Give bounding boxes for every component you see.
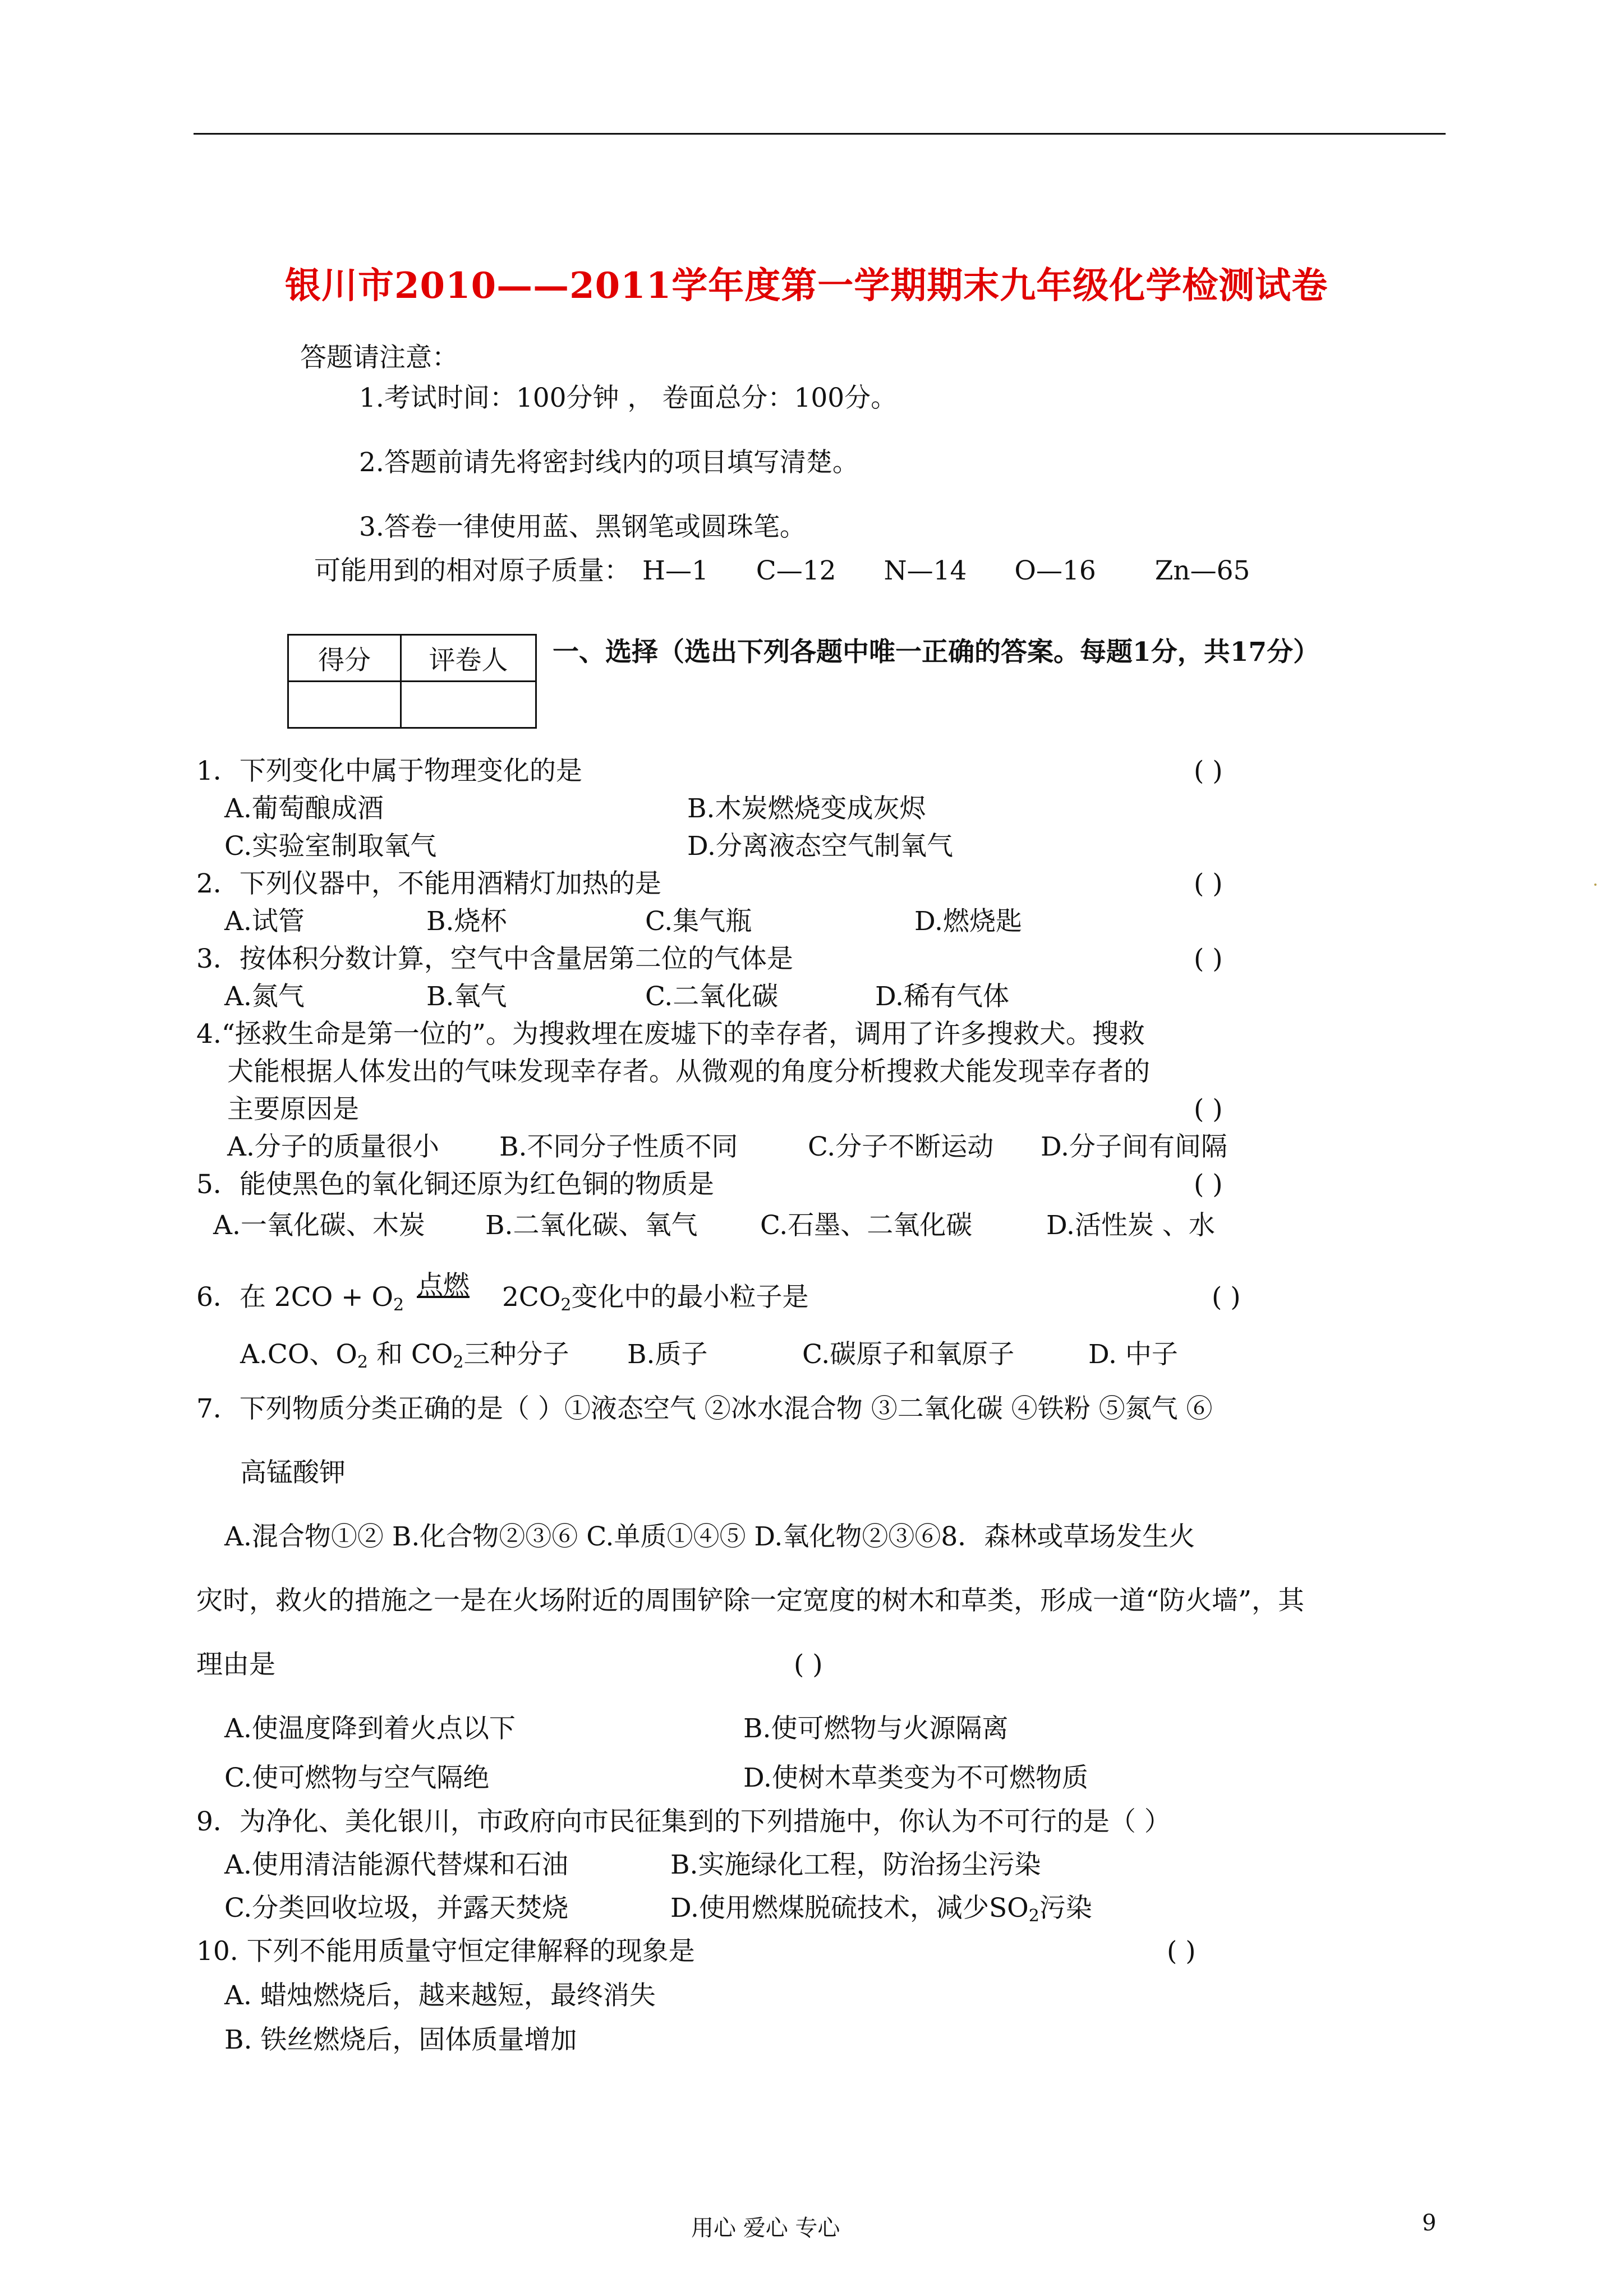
q6-stem bbox=[196, 1281, 404, 1314]
q6-option-a-text-1: A.CO、O bbox=[240, 1339, 357, 1370]
q9-option-a[interactable]: A.使用清洁能源代替煤和石油 bbox=[224, 1849, 568, 1880]
q8-option-c[interactable]: C.使可燃物与空气隔绝 bbox=[224, 1763, 490, 1793]
atomic-mass-line bbox=[314, 554, 1250, 588]
q5-option-d[interactable]: D.活性炭 、水 bbox=[1046, 1210, 1215, 1241]
q6-product bbox=[502, 1281, 809, 1314]
q4-line-2: 犬能根据人体发出的气味发现幸存者。从微观的角度分析搜救犬能发现幸存者的 bbox=[227, 1056, 1150, 1087]
q5-option-a[interactable]: A.一氧化碳、木炭 bbox=[213, 1210, 425, 1241]
q6-option-a-sub-1: 2 bbox=[357, 1352, 369, 1372]
mass-h: H—1 bbox=[642, 555, 709, 586]
q6-o2-subscript: 2 bbox=[393, 1295, 404, 1315]
q4-option-c[interactable]: C.分子不断运动 bbox=[808, 1131, 994, 1162]
q6-option-a-sub-2: 2 bbox=[453, 1352, 464, 1372]
q4-option-b[interactable]: B.不同分子性质不同 bbox=[499, 1131, 738, 1162]
atomic-mass-label: 可能用到的相对原子质量： bbox=[314, 555, 631, 586]
q2-option-d[interactable]: D.燃烧匙 bbox=[914, 906, 1022, 937]
q6-bracket[interactable]: ( ) bbox=[1212, 1282, 1241, 1313]
q2-bracket[interactable]: ( ) bbox=[1194, 868, 1223, 899]
q6-option-d[interactable]: D. 中子 bbox=[1088, 1339, 1178, 1370]
exam-title: 银川市2010——2011学年度第一学期期末九年级化学检测试卷 bbox=[285, 265, 1328, 307]
q4-bracket[interactable]: ( ) bbox=[1194, 1094, 1223, 1125]
grader-cell[interactable] bbox=[401, 682, 536, 728]
q10-option-b[interactable]: B. 铁丝燃烧后，固体质量增加 bbox=[224, 2024, 577, 2055]
q3-option-a[interactable]: A.氮气 bbox=[224, 981, 305, 1012]
q1-stem: 1．下列变化中属于物理变化的是 bbox=[196, 756, 582, 786]
q6-option-b[interactable]: B.质子 bbox=[627, 1339, 708, 1370]
notice-heading: 答题请注意： bbox=[300, 342, 458, 373]
score-cell[interactable] bbox=[288, 682, 401, 728]
mass-c: C—12 bbox=[756, 555, 836, 586]
q6-option-a-text-2: 和 CO bbox=[368, 1339, 453, 1370]
q6-reactants: 6．在 2CO + O bbox=[196, 1282, 394, 1313]
q9-option-d-tail: 污染 bbox=[1039, 1893, 1092, 1924]
q9-option-d[interactable] bbox=[670, 1892, 1092, 1925]
q1-option-c[interactable]: C.实验室制取氧气 bbox=[224, 831, 437, 862]
q8-bracket[interactable]: ( ) bbox=[794, 1649, 823, 1680]
q5-option-c[interactable]: C.石墨、二氧化碳 bbox=[760, 1210, 973, 1241]
q6-co2-subscript: 2 bbox=[560, 1295, 572, 1315]
mass-o: O—16 bbox=[1014, 555, 1096, 586]
q4-option-a[interactable]: A.分子的质量很小 bbox=[227, 1131, 439, 1162]
q6-co2: 2CO bbox=[502, 1282, 561, 1313]
q10-option-a[interactable]: A. 蜡烛燃烧后，越来越短，最终消失 bbox=[224, 1980, 656, 2011]
q3-option-b[interactable]: B.氧气 bbox=[426, 981, 507, 1012]
section-1-heading: 一、选择（选出下列各题中唯一正确的答案。每题1分，共17分） bbox=[553, 637, 1320, 668]
q9-option-d-text: D.使用燃煤脱硫技术，减少SO bbox=[670, 1893, 1029, 1924]
q9-option-c[interactable]: C.分类回收垃圾，并露天焚烧 bbox=[224, 1893, 569, 1924]
q3-option-c[interactable]: C.二氧化碳 bbox=[645, 981, 779, 1012]
q1-option-a[interactable]: A.葡萄酿成酒 bbox=[224, 793, 384, 824]
q7-stem: 7．下列物质分类正确的是（ ）①液态空气 ②冰水混合物 ③二氧化碳 ④铁粉 ⑤氮气 ⑥ bbox=[196, 1393, 1213, 1424]
q5-stem: 5．能使黑色的氧化铜还原为红色铜的物质是 bbox=[196, 1169, 714, 1200]
scan-dot bbox=[1594, 884, 1597, 886]
page-number: 9 bbox=[1422, 2210, 1437, 2236]
footer-motto: 用心 爱心 专心 bbox=[691, 2215, 840, 2241]
q1-option-d[interactable]: D.分离液态空气制氧气 bbox=[687, 831, 953, 862]
q3-option-d[interactable]: D.稀有气体 bbox=[875, 981, 1009, 1012]
q8-option-d[interactable]: D.使树木草类变为不可燃物质 bbox=[743, 1763, 1088, 1793]
q6-option-a-text-3: 三种分子 bbox=[463, 1339, 569, 1370]
score-header: 得分 bbox=[288, 635, 401, 682]
q5-bracket[interactable]: ( ) bbox=[1194, 1169, 1223, 1200]
q2-stem: 2．下列仪器中，不能用酒精灯加热的是 bbox=[196, 868, 661, 899]
q8-option-a[interactable]: A.使温度降到着火点以下 bbox=[224, 1713, 516, 1744]
mass-zn: Zn—65 bbox=[1154, 555, 1250, 586]
q8-line-2: 灾时，救火的措施之一是在火场附近的周围铲除一定宽度的树木和草类，形成一道“防火墙”，其 bbox=[196, 1585, 1305, 1616]
q1-bracket[interactable]: ( ) bbox=[1194, 756, 1223, 786]
grader-header: 评卷人 bbox=[401, 635, 536, 682]
q9-option-d-sub: 2 bbox=[1028, 1906, 1039, 1926]
q7-options[interactable]: A.混合物①② B.化合物②③⑥ C.单质①④⑤ D.氧化物②③⑥8．森林或草场发生火 bbox=[224, 1521, 1195, 1552]
q3-stem: 3．按体积分数计算，空气中含量居第二位的气体是 bbox=[196, 944, 793, 974]
mass-n: N—14 bbox=[884, 555, 967, 586]
q2-option-b[interactable]: B.烧杯 bbox=[426, 906, 507, 937]
q4-line-3: 主要原因是 bbox=[227, 1094, 359, 1125]
q8-line-3: 理由是 bbox=[196, 1649, 275, 1680]
q6-condition: 点燃 bbox=[417, 1270, 470, 1301]
q2-option-a[interactable]: A.试管 bbox=[224, 906, 305, 937]
notice-item-3: 3.答卷一律使用蓝、黑钢笔或圆珠笔。 bbox=[359, 512, 806, 542]
q5-option-b[interactable]: B.二氧化碳、氧气 bbox=[485, 1210, 698, 1241]
q8-option-b[interactable]: B.使可燃物与火源隔离 bbox=[743, 1713, 1009, 1744]
q4-option-d[interactable]: D.分子间有间隔 bbox=[1041, 1131, 1227, 1162]
q6-option-c[interactable]: C.碳原子和氧原子 bbox=[802, 1339, 1015, 1370]
score-table bbox=[287, 634, 537, 729]
notice-item-2: 2.答题前请先将密封线内的项目填写清楚。 bbox=[359, 447, 859, 478]
q7-stem-cont: 高锰酸钾 bbox=[240, 1457, 346, 1488]
q10-bracket[interactable]: ( ) bbox=[1167, 1936, 1196, 1967]
q9-stem: 9．为净化、美化银川，市政府向市民征集到的下列措施中，你认为不可行的是（ ） bbox=[196, 1806, 1171, 1837]
q9-option-b[interactable]: B.实施绿化工程，防治扬尘污染 bbox=[670, 1849, 1041, 1880]
q6-option-a[interactable] bbox=[240, 1338, 569, 1372]
q10-stem: 10. 下列不能用质量守恒定律解释的现象是 bbox=[196, 1936, 695, 1967]
q1-option-b[interactable]: B.木炭燃烧变成灰烬 bbox=[687, 793, 926, 824]
header-rule bbox=[194, 133, 1446, 135]
q3-bracket[interactable]: ( ) bbox=[1194, 944, 1223, 974]
q6-stem-tail: 变化中的最小粒子是 bbox=[571, 1282, 809, 1313]
notice-item-1: 1.考试时间：100分钟 ， 卷面总分：100分。 bbox=[359, 383, 898, 413]
q2-option-c[interactable]: C.集气瓶 bbox=[645, 906, 752, 937]
q4-line-1: 4.“拯救生命是第一位的”。为搜救埋在废墟下的幸存者，调用了许多搜救犬。搜救 bbox=[196, 1019, 1145, 1050]
